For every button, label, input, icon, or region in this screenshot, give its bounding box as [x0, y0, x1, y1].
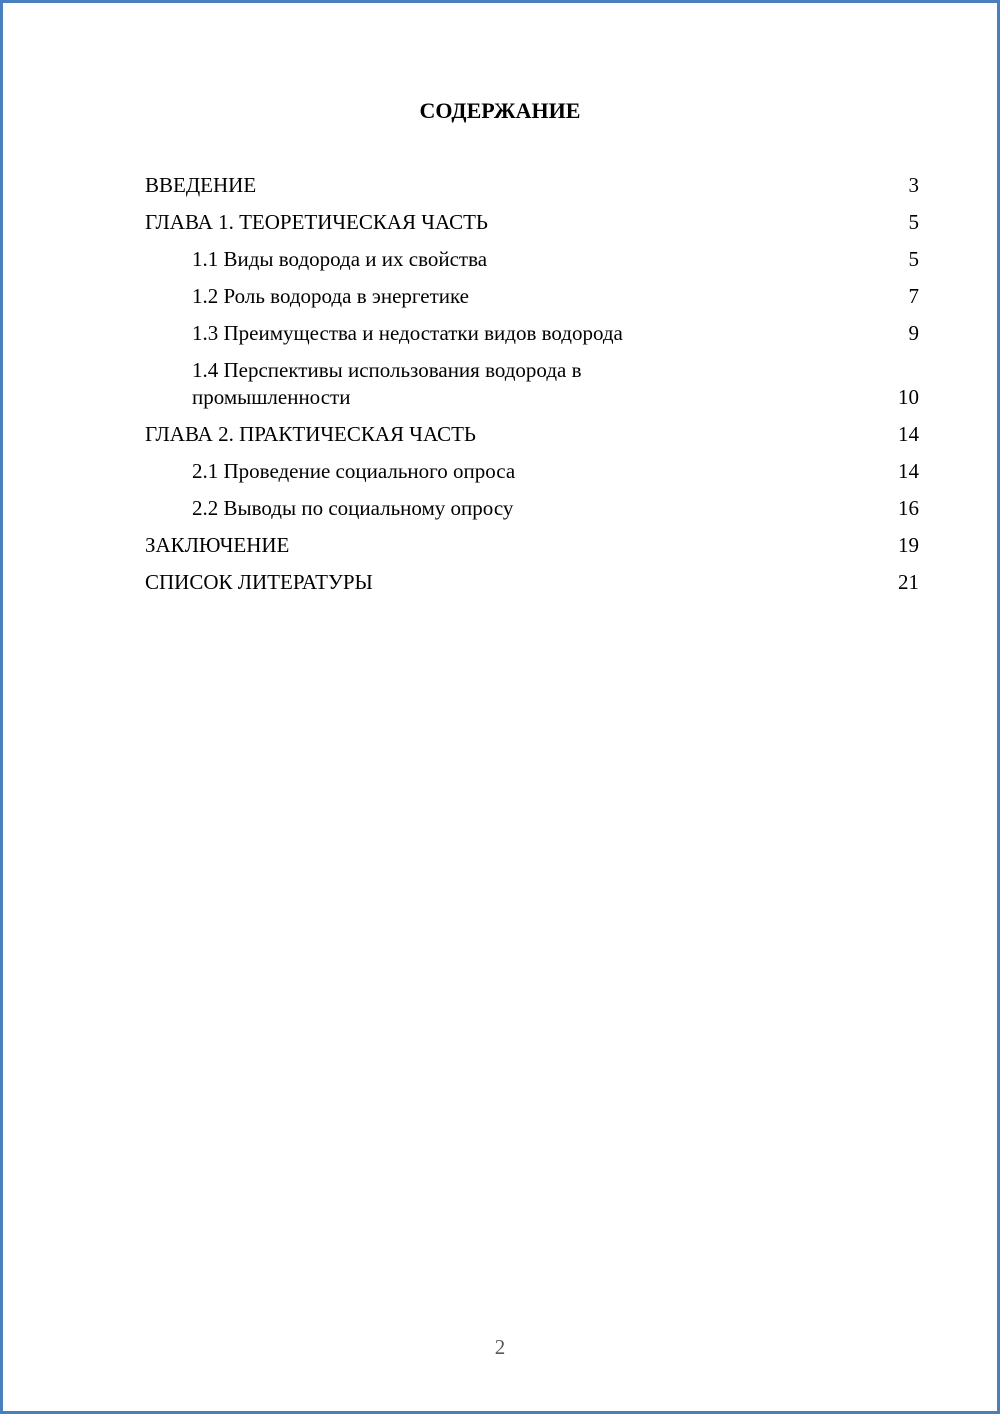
toc-entry-page: 9 — [908, 321, 919, 345]
toc-entry-label: 2.1 Проведение социального опроса — [192, 459, 516, 483]
toc-row — [145, 357, 919, 411]
toc-row — [145, 421, 919, 448]
toc-entry-page: 14 — [898, 459, 919, 483]
toc-entry-label: ГЛАВА 1. ТЕОРЕТИЧЕСКАЯ ЧАСТЬ — [145, 210, 488, 234]
toc-row — [145, 246, 919, 273]
table-of-contents — [145, 172, 919, 606]
toc-entry-label: ЗАКЛЮЧЕНИЕ — [145, 533, 290, 557]
toc-entry-label: 1.2 Роль водорода в энергетике — [192, 284, 469, 308]
toc-entry-label: 1.3 Преимущества и недостатки видов водорода — [192, 321, 623, 345]
toc-row — [145, 569, 919, 596]
toc-row — [145, 172, 919, 199]
toc-entry-page: 5 — [908, 210, 919, 234]
toc-row — [145, 458, 919, 485]
toc-entry-page: 5 — [908, 247, 919, 271]
toc-row — [145, 320, 919, 347]
toc-row — [145, 495, 919, 522]
toc-row — [145, 209, 919, 236]
toc-entry-page: 7 — [908, 284, 919, 308]
toc-entry-page: 16 — [898, 496, 919, 520]
toc-entry-page: 21 — [898, 570, 919, 594]
toc-entry-label: 1.4 Перспективы использования водорода в промышленности — [192, 358, 582, 409]
toc-entry-label: СПИСОК ЛИТЕРАТУРЫ — [145, 570, 373, 594]
toc-entry-label: 1.1 Виды водорода и их свойства — [192, 247, 488, 271]
toc-entry-label: ГЛАВА 2. ПРАКТИЧЕСКАЯ ЧАСТЬ — [145, 422, 476, 446]
toc-row — [145, 532, 919, 559]
toc-entry-page: 19 — [898, 533, 919, 557]
toc-entry-page: 3 — [908, 173, 919, 197]
toc-entry-label: 2.2 Выводы по социальному опросу — [192, 496, 514, 520]
toc-row — [145, 283, 919, 310]
toc-entry-page: 10 — [898, 385, 919, 409]
toc-entry-label: ВВЕДЕНИЕ — [145, 173, 257, 197]
page-title: СОДЕРЖАНИЕ — [419, 98, 581, 123]
footer-page-number: 2 — [494, 1335, 506, 1359]
toc-entry-page: 14 — [898, 422, 919, 446]
